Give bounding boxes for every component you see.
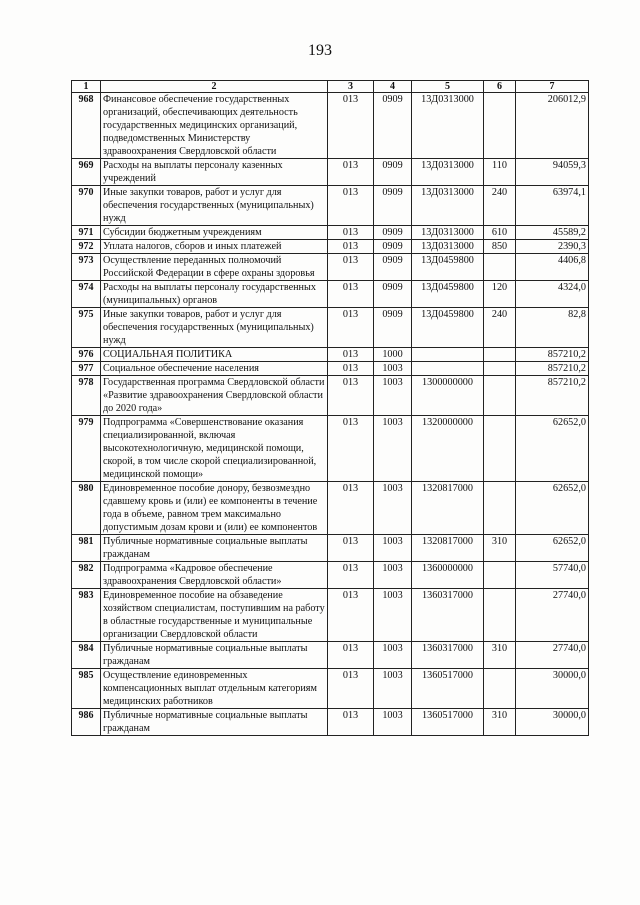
column-header: 6 [484,81,516,93]
target-item-code-cell [412,348,484,362]
target-item-code-cell: 13Д0459800 [412,281,484,308]
amount-cell: 62652,0 [516,535,589,562]
department-code-cell: 013 [328,642,374,669]
row-number-cell: 972 [72,240,101,254]
section-code-cell: 1003 [374,669,412,709]
target-item-code-cell: 1360517000 [412,669,484,709]
row-number-cell: 969 [72,159,101,186]
section-code-cell: 0909 [374,159,412,186]
item-name-cell: Осуществление переданных полномочий Российской Федерации в сфере охраны здоровья [101,254,328,281]
target-item-code-cell: 13Д0459800 [412,308,484,348]
section-code-cell: 0909 [374,186,412,226]
expense-type-code-cell: 120 [484,281,516,308]
expense-type-code-cell: 240 [484,308,516,348]
column-header: 5 [412,81,484,93]
department-code-cell: 013 [328,93,374,159]
table-row [72,281,589,308]
table-row [72,226,589,240]
column-header: 7 [516,81,589,93]
department-code-cell: 013 [328,348,374,362]
section-code-cell: 0909 [374,226,412,240]
budget-table [71,80,589,736]
row-number-cell: 971 [72,226,101,240]
target-item-code-cell: 1320000000 [412,416,484,482]
expense-type-code-cell [484,376,516,416]
target-item-code-cell: 1360317000 [412,589,484,642]
item-name-cell: Социальное обеспечение населения [101,362,328,376]
department-code-cell: 013 [328,308,374,348]
amount-cell: 27740,0 [516,589,589,642]
target-item-code-cell: 1360000000 [412,562,484,589]
table-row [72,308,589,348]
amount-cell: 4406,8 [516,254,589,281]
column-number-header-row [72,81,589,93]
department-code-cell: 013 [328,159,374,186]
amount-cell: 62652,0 [516,482,589,535]
section-code-cell: 1003 [374,709,412,736]
item-name-cell: Публичные нормативные социальные выплаты гражданам [101,642,328,669]
table-row [72,240,589,254]
expense-type-code-cell [484,589,516,642]
target-item-code-cell: 1360517000 [412,709,484,736]
expense-type-code-cell [484,562,516,589]
row-number-cell: 985 [72,669,101,709]
table-row [72,362,589,376]
department-code-cell: 013 [328,482,374,535]
row-number-cell: 982 [72,562,101,589]
table-row [72,376,589,416]
row-number-cell: 977 [72,362,101,376]
department-code-cell: 013 [328,376,374,416]
amount-cell: 4324,0 [516,281,589,308]
column-header: 2 [101,81,328,93]
section-code-cell: 1003 [374,562,412,589]
table-row [72,642,589,669]
section-code-cell: 1003 [374,589,412,642]
row-number-cell: 984 [72,642,101,669]
item-name-cell: Финансовое обеспечение государственных организаций, обеспечивающих деятельность государственных медицинских организаций, подведомственных Министерству здравоохранения Свердловской области [101,93,328,159]
expense-type-code-cell: 310 [484,535,516,562]
row-number-cell: 981 [72,535,101,562]
section-code-cell: 0909 [374,254,412,281]
amount-cell: 2390,3 [516,240,589,254]
table-row [72,93,589,159]
section-code-cell: 0909 [374,93,412,159]
target-item-code-cell: 1300000000 [412,376,484,416]
expense-type-code-cell [484,416,516,482]
table-row [72,348,589,362]
department-code-cell: 013 [328,669,374,709]
table-row [72,589,589,642]
table-body [72,93,589,736]
row-number-cell: 973 [72,254,101,281]
table-row [72,562,589,589]
amount-cell: 45589,2 [516,226,589,240]
expense-type-code-cell: 310 [484,709,516,736]
row-number-cell: 975 [72,308,101,348]
table-row [72,186,589,226]
expense-type-code-cell [484,482,516,535]
target-item-code-cell: 13Д0313000 [412,93,484,159]
section-code-cell: 0909 [374,308,412,348]
item-name-cell: Публичные нормативные социальные выплаты гражданам [101,535,328,562]
target-item-code-cell: 13Д0313000 [412,159,484,186]
page-number: 193 [308,42,332,59]
table-row [72,535,589,562]
section-code-cell: 1003 [374,535,412,562]
target-item-code-cell: 13Д0313000 [412,240,484,254]
item-name-cell: Публичные нормативные социальные выплаты гражданам [101,709,328,736]
amount-cell: 30000,0 [516,709,589,736]
item-name-cell: Единовременное пособие донору, безвозмездно сдавшему кровь и (или) ее компоненты в течение года в объеме, равном трем максимально допустимым дозам крови и (или) ее компонентов [101,482,328,535]
table-row [72,709,589,736]
department-code-cell: 013 [328,240,374,254]
target-item-code-cell: 13Д0459800 [412,254,484,281]
item-name-cell: Субсидии бюджетным учреждениям [101,226,328,240]
expense-type-code-cell [484,254,516,281]
department-code-cell: 013 [328,254,374,281]
section-code-cell: 0909 [374,281,412,308]
section-code-cell: 1003 [374,416,412,482]
target-item-code-cell [412,362,484,376]
item-name-cell: Осуществление единовременных компенсационных выплат отдельным категориям медицинских работников [101,669,328,709]
target-item-code-cell: 1320817000 [412,482,484,535]
expense-type-code-cell: 850 [484,240,516,254]
department-code-cell: 013 [328,416,374,482]
table-row [72,482,589,535]
section-code-cell: 0909 [374,240,412,254]
item-name-cell: Единовременное пособие на обзаведение хозяйством специалистам, поступившим на работу в областные государственные и муниципальные организации Свердловской области [101,589,328,642]
expense-type-code-cell: 310 [484,642,516,669]
department-code-cell: 013 [328,709,374,736]
table-row [72,159,589,186]
section-code-cell: 1000 [374,348,412,362]
department-code-cell: 013 [328,226,374,240]
item-name-cell: Расходы на выплаты персоналу казенных учреждений [101,159,328,186]
section-code-cell: 1003 [374,376,412,416]
amount-cell: 857210,2 [516,376,589,416]
amount-cell: 857210,2 [516,348,589,362]
row-number-cell: 986 [72,709,101,736]
column-header: 3 [328,81,374,93]
row-number-cell: 974 [72,281,101,308]
column-header: 4 [374,81,412,93]
item-name-cell: Уплата налогов, сборов и иных платежей [101,240,328,254]
item-name-cell: СОЦИАЛЬНАЯ ПОЛИТИКА [101,348,328,362]
item-name-cell: Подпрограмма «Кадровое обеспечение здравоохранения Свердловской области» [101,562,328,589]
expense-type-code-cell [484,362,516,376]
expense-type-code-cell [484,669,516,709]
row-number-cell: 968 [72,93,101,159]
target-item-code-cell: 13Д0313000 [412,186,484,226]
item-name-cell: Иные закупки товаров, работ и услуг для обеспечения государственных (муниципальных) нужд [101,308,328,348]
department-code-cell: 013 [328,535,374,562]
table-row [72,416,589,482]
section-code-cell: 1003 [374,482,412,535]
amount-cell: 63974,1 [516,186,589,226]
amount-cell: 94059,3 [516,159,589,186]
expense-type-code-cell: 110 [484,159,516,186]
column-header: 1 [72,81,101,93]
item-name-cell: Иные закупки товаров, работ и услуг для обеспечения государственных (муниципальных) нужд [101,186,328,226]
row-number-cell: 976 [72,348,101,362]
department-code-cell: 013 [328,186,374,226]
department-code-cell: 013 [328,562,374,589]
department-code-cell: 013 [328,362,374,376]
row-number-cell: 983 [72,589,101,642]
amount-cell: 82,8 [516,308,589,348]
row-number-cell: 979 [72,416,101,482]
expense-type-code-cell: 240 [484,186,516,226]
amount-cell: 57740,0 [516,562,589,589]
target-item-code-cell: 1320817000 [412,535,484,562]
item-name-cell: Подпрограмма «Совершенствование оказания специализированной, включая высокотехнологичную, медицинской помощи, скорой, в том числе скорой специализированной, медицинской помощи» [101,416,328,482]
item-name-cell: Расходы на выплаты персоналу государственных (муниципальных) органов [101,281,328,308]
table-row [72,669,589,709]
department-code-cell: 013 [328,589,374,642]
amount-cell: 30000,0 [516,669,589,709]
section-code-cell: 1003 [374,362,412,376]
amount-cell: 27740,0 [516,642,589,669]
row-number-cell: 978 [72,376,101,416]
expense-type-code-cell: 610 [484,226,516,240]
target-item-code-cell: 13Д0313000 [412,226,484,240]
expense-type-code-cell [484,348,516,362]
expense-type-code-cell [484,93,516,159]
amount-cell: 206012,9 [516,93,589,159]
item-name-cell: Государственная программа Свердловской области «Развитие здравоохранения Свердловской области до 2020 года» [101,376,328,416]
table-row [72,254,589,281]
row-number-cell: 970 [72,186,101,226]
department-code-cell: 013 [328,281,374,308]
amount-cell: 62652,0 [516,416,589,482]
target-item-code-cell: 1360317000 [412,642,484,669]
row-number-cell: 980 [72,482,101,535]
amount-cell: 857210,2 [516,362,589,376]
section-code-cell: 1003 [374,642,412,669]
